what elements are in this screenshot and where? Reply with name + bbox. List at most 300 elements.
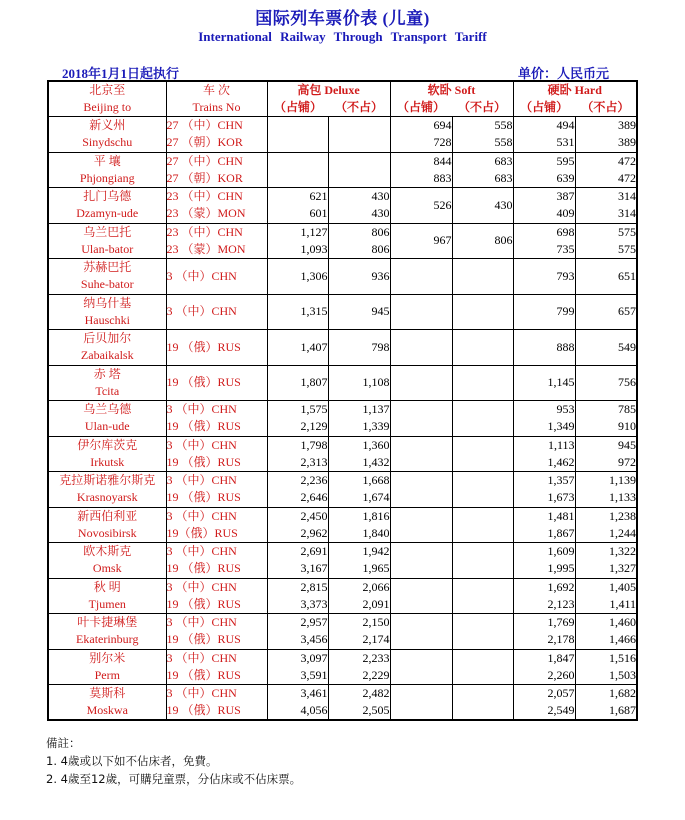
fare-cell-deluxe-n xyxy=(328,259,390,295)
station-cell xyxy=(48,117,166,153)
fare-value: 2,482 xyxy=(362,686,390,700)
station-name-cn: 伊尔库茨克 xyxy=(77,437,138,452)
station-name-cn: 后贝加尔 xyxy=(83,331,132,346)
train-cell xyxy=(166,436,267,472)
fare-cell-deluxe-b xyxy=(267,152,328,188)
fare-value: 1,798 xyxy=(300,437,328,452)
station-name-cn: 苏赫巴托 xyxy=(83,260,132,275)
train-number: 3 （中）CHN xyxy=(166,650,237,665)
station-name-en: Ulan-ude xyxy=(84,419,130,434)
fare-value: 694 xyxy=(433,118,452,133)
train-number: 3 （中）CHN xyxy=(166,544,237,559)
table-row xyxy=(48,365,637,401)
train-number: 19 （俄）RUS xyxy=(166,667,241,682)
fare-cell-soft-b xyxy=(390,507,452,543)
train-number: 3 （中）CHN xyxy=(166,508,237,523)
fare-value: 3,461 xyxy=(300,686,328,700)
fare-value: 1,575 xyxy=(300,402,328,417)
station-cell xyxy=(48,614,166,650)
station-name-cn: 纳乌什基 xyxy=(83,295,132,310)
fare-cell-soft-b xyxy=(390,223,452,259)
station-cell xyxy=(48,401,166,437)
deluxe-noberth-label: （不占） xyxy=(334,100,383,114)
train-cell xyxy=(166,152,267,188)
fare-cell-soft-b xyxy=(390,330,452,366)
fare-value: 2,123 xyxy=(547,596,575,611)
fare-value: 430 xyxy=(371,189,390,204)
fare-value: 494 xyxy=(556,118,575,133)
fare-cell-hard-b xyxy=(513,401,575,437)
fare-value: 793 xyxy=(556,268,575,283)
fare-cell-deluxe-b xyxy=(267,259,328,295)
fare-value: 558 xyxy=(494,135,513,150)
fare-cell-soft-b xyxy=(390,649,452,685)
station-name-cn: 欧木斯克 xyxy=(83,544,132,559)
fare-cell-hard-b xyxy=(513,365,575,401)
table-row xyxy=(48,330,637,366)
fare-value: 1,668 xyxy=(362,473,390,488)
fare-cell-deluxe-n xyxy=(328,401,390,437)
fare-cell-hard-b xyxy=(513,472,575,508)
fare-value: 1,137 xyxy=(362,402,390,417)
fare-cell-soft-n xyxy=(452,223,513,259)
fare-cell-deluxe-b xyxy=(267,294,328,330)
train-number: 23 （中）CHN xyxy=(166,189,243,204)
header-trains-cn: 车 次 xyxy=(202,83,230,97)
station-cell xyxy=(48,436,166,472)
fare-value: 3,373 xyxy=(300,596,328,611)
page-title: 国际列车票价表 (儿童) xyxy=(255,9,430,28)
fare-cell-deluxe-b xyxy=(267,330,328,366)
station-cell xyxy=(48,365,166,401)
train-number: 3 （中）CHN xyxy=(166,437,237,452)
station-cell xyxy=(48,507,166,543)
tariff-table xyxy=(47,80,638,721)
fare-cell-hard-n xyxy=(575,436,637,472)
fare-value: 2,229 xyxy=(362,667,390,682)
fare-cell-hard-b xyxy=(513,578,575,614)
fare-value: 558 xyxy=(494,118,513,133)
fare-cell-deluxe-b xyxy=(267,436,328,472)
fare-value: 2,066 xyxy=(362,579,390,594)
fare-value: 806 xyxy=(494,233,513,248)
station-name-en: Omsk xyxy=(92,561,122,576)
fare-value: 3,456 xyxy=(300,632,328,647)
fare-value: 651 xyxy=(618,268,636,283)
train-cell xyxy=(166,649,267,685)
fare-cell-deluxe-b xyxy=(267,649,328,685)
fare-value: 1,942 xyxy=(362,544,390,559)
station-name-cn: 叶卡捷琳堡 xyxy=(77,615,138,630)
fare-cell-deluxe-n xyxy=(328,117,390,153)
fare-value: 953 xyxy=(556,402,575,417)
fare-value: 1,516 xyxy=(609,650,636,665)
train-cell xyxy=(166,472,267,508)
fare-value: 549 xyxy=(618,339,636,354)
fare-cell-soft-b xyxy=(390,614,452,650)
fare-value: 2,815 xyxy=(300,579,328,594)
fare-value: 1,339 xyxy=(362,419,390,434)
fare-value: 844 xyxy=(433,153,452,168)
fare-value: 683 xyxy=(494,170,513,185)
table-row xyxy=(48,223,637,259)
fare-value: 2,129 xyxy=(300,419,328,434)
fare-cell-soft-b xyxy=(390,117,452,153)
station-cell xyxy=(48,330,166,366)
fare-value: 945 xyxy=(371,304,390,319)
fare-value: 2,150 xyxy=(362,615,390,630)
fare-cell-soft-n xyxy=(452,472,513,508)
header-hard-sub xyxy=(514,99,637,116)
fare-value: 798 xyxy=(371,339,390,354)
fare-value: 526 xyxy=(433,197,452,212)
note-line: 1. 4歲或以下如不佔床者，免費。 xyxy=(46,754,218,768)
fare-cell-soft-n xyxy=(452,365,513,401)
tariff-body xyxy=(48,117,637,721)
fare-value: 785 xyxy=(618,402,636,417)
fare-cell-soft-n xyxy=(452,614,513,650)
fare-value: 575 xyxy=(618,241,636,256)
train-cell xyxy=(166,188,267,224)
fare-value: 409 xyxy=(556,206,575,221)
fare-value: 430 xyxy=(371,206,390,221)
fare-value: 735 xyxy=(556,241,575,256)
table-row xyxy=(48,401,637,437)
fare-value: 728 xyxy=(433,135,452,150)
fare-value: 1,432 xyxy=(362,454,390,469)
fare-cell-hard-n xyxy=(575,614,637,650)
station-name-cn: 别尔米 xyxy=(89,650,126,665)
fare-value: 2,236 xyxy=(300,473,328,488)
fare-cell-deluxe-n xyxy=(328,685,390,721)
table-header-row xyxy=(48,81,637,117)
fare-cell-deluxe-b xyxy=(267,401,328,437)
header-hard-label: 硬卧 Hard xyxy=(547,83,602,97)
fare-value: 1,360 xyxy=(362,437,390,452)
fare-cell-soft-b xyxy=(390,685,452,721)
fare-value: 1,867 xyxy=(547,525,575,540)
fare-value: 1,462 xyxy=(547,454,575,469)
fare-cell-hard-b xyxy=(513,507,575,543)
note-line: 2. 4歲至12歲，可購兒童票，分佔床或不佔床票。 xyxy=(46,772,302,786)
fare-value: 595 xyxy=(556,153,575,168)
fare-cell-deluxe-n xyxy=(328,152,390,188)
fare-cell-hard-b xyxy=(513,152,575,188)
station-name-cn: 乌兰乌德 xyxy=(83,402,132,417)
fare-value: 2,260 xyxy=(547,667,575,682)
fare-cell-soft-n xyxy=(452,259,513,295)
fare-value: 1,133 xyxy=(609,490,636,505)
train-number: 3 （中）CHN xyxy=(166,686,237,700)
train-cell xyxy=(166,543,267,579)
train-number: 3 （中）CHN xyxy=(166,579,237,594)
station-cell xyxy=(48,152,166,188)
train-number: 19 （俄）RUS xyxy=(166,339,241,354)
fare-cell-soft-n xyxy=(452,507,513,543)
station-name-cn: 秋 明 xyxy=(93,579,121,594)
station-name-en: Irkutsk xyxy=(90,454,125,469)
fare-value: 1,687 xyxy=(609,703,636,717)
station-name-en: Tcita xyxy=(95,383,120,398)
fare-cell-hard-n xyxy=(575,294,637,330)
hard-berth-label: （占铺） xyxy=(520,100,569,114)
train-cell xyxy=(166,685,267,721)
station-name-cn: 新西伯利亚 xyxy=(77,508,138,523)
fare-value: 389 xyxy=(618,135,636,150)
train-cell xyxy=(166,294,267,330)
deluxe-berth-label: （占铺） xyxy=(273,100,322,114)
fare-value: 1,405 xyxy=(609,579,636,594)
station-name-en: Ekaterinburg xyxy=(76,632,139,647)
station-name-en: Suhe-bator xyxy=(80,277,134,292)
header-destination xyxy=(48,81,166,117)
fare-cell-hard-b xyxy=(513,436,575,472)
train-number: 19 （俄）RUS xyxy=(166,490,241,505)
table-row xyxy=(48,507,637,543)
fare-cell-deluxe-b xyxy=(267,507,328,543)
page-subtitle: International Railway Through Transport Tariff xyxy=(198,29,487,44)
fare-value: 1,145 xyxy=(547,375,575,390)
fare-cell-soft-b xyxy=(390,472,452,508)
fare-value: 2,450 xyxy=(300,508,328,523)
fare-cell-deluxe-b xyxy=(267,117,328,153)
station-name-en: Krasnoyarsk xyxy=(76,490,138,505)
fare-cell-deluxe-b xyxy=(267,543,328,579)
header-trains xyxy=(166,81,267,117)
fare-value: 314 xyxy=(618,206,636,221)
fare-cell-deluxe-b xyxy=(267,614,328,650)
fare-cell-soft-b xyxy=(390,259,452,295)
train-cell xyxy=(166,330,267,366)
table-row xyxy=(48,543,637,579)
station-name-en: Dzamyn-ude xyxy=(76,206,139,221)
fare-value: 472 xyxy=(618,170,636,185)
fare-value: 3,591 xyxy=(300,667,328,682)
station-name-en: Perm xyxy=(94,667,120,682)
fare-cell-deluxe-n xyxy=(328,330,390,366)
table-row xyxy=(48,188,637,224)
fare-cell-soft-b xyxy=(390,152,452,188)
notes-heading: 備註： xyxy=(46,736,81,750)
train-number: 19 （俄）RUS xyxy=(166,703,241,717)
fare-cell-soft-b xyxy=(390,543,452,579)
fare-cell-hard-b xyxy=(513,259,575,295)
fare-value: 1,315 xyxy=(300,304,328,319)
header-from-en: Beijing to xyxy=(83,100,132,114)
station-name-en: Tjumen xyxy=(88,596,126,611)
train-cell xyxy=(166,507,267,543)
station-cell xyxy=(48,259,166,295)
fare-value: 621 xyxy=(309,189,328,204)
fare-cell-soft-b xyxy=(390,436,452,472)
train-cell xyxy=(166,117,267,153)
station-name-cn: 莫斯科 xyxy=(89,686,126,700)
header-deluxe-sub xyxy=(268,99,390,116)
fare-cell-soft-b xyxy=(390,401,452,437)
train-number: 19 （俄）RUS xyxy=(166,632,241,647)
train-number: 3 （中）CHN xyxy=(166,304,237,319)
station-name-en: Moskwa xyxy=(86,703,128,717)
soft-berth-label: （占铺） xyxy=(396,100,445,114)
table-row xyxy=(48,152,637,188)
fare-value: 1,816 xyxy=(362,508,390,523)
train-number: 27 （朝）KOR xyxy=(166,135,243,150)
fare-cell-soft-n xyxy=(452,152,513,188)
train-number: 3 （中）CHN xyxy=(166,615,237,630)
station-cell xyxy=(48,472,166,508)
fare-cell-hard-n xyxy=(575,507,637,543)
train-number: 3 （中）CHN xyxy=(166,402,237,417)
train-number: 19（俄）RUS xyxy=(166,525,238,540)
fare-value: 972 xyxy=(618,454,636,469)
table-row xyxy=(48,685,637,721)
fare-value: 1,460 xyxy=(609,615,636,630)
soft-noberth-label: （不占） xyxy=(457,100,506,114)
train-number: 19 （俄）RUS xyxy=(166,454,241,469)
fare-value: 1,609 xyxy=(547,544,575,559)
train-number: 19 （俄）RUS xyxy=(166,596,241,611)
fare-cell-hard-b xyxy=(513,543,575,579)
fare-value: 575 xyxy=(618,224,636,239)
fare-value: 1,349 xyxy=(547,419,575,434)
train-number: 19 （俄）RUS xyxy=(166,419,241,434)
fare-value: 2,057 xyxy=(547,686,575,700)
train-number: 3 （中）CHN xyxy=(166,473,237,488)
fare-value: 389 xyxy=(618,118,636,133)
station-name-en: Sinydschu xyxy=(82,135,133,150)
fare-cell-hard-n xyxy=(575,117,637,153)
fare-value: 2,957 xyxy=(300,615,328,630)
fare-value: 2,646 xyxy=(300,490,328,505)
fare-value: 1,995 xyxy=(547,561,575,576)
fare-value: 883 xyxy=(433,170,452,185)
fare-value: 1,108 xyxy=(362,375,390,390)
fare-value: 1,807 xyxy=(300,375,328,390)
fare-cell-deluxe-n xyxy=(328,578,390,614)
train-cell xyxy=(166,614,267,650)
fare-cell-soft-b xyxy=(390,294,452,330)
fare-cell-hard-n xyxy=(575,685,637,721)
header-deluxe xyxy=(267,81,390,117)
fare-cell-deluxe-n xyxy=(328,472,390,508)
train-number: 3 （中）CHN xyxy=(166,268,237,283)
fare-value: 683 xyxy=(494,153,513,168)
station-cell xyxy=(48,543,166,579)
fare-value: 1,840 xyxy=(362,525,390,540)
hard-noberth-label: （不占） xyxy=(581,100,630,114)
fare-cell-soft-n xyxy=(452,685,513,721)
fare-cell-soft-n xyxy=(452,117,513,153)
fare-cell-hard-n xyxy=(575,188,637,224)
header-soft-sub xyxy=(391,99,513,116)
fare-cell-deluxe-n xyxy=(328,436,390,472)
fare-value: 1,769 xyxy=(547,615,575,630)
fare-cell-soft-n xyxy=(452,294,513,330)
table-row xyxy=(48,294,637,330)
header-hard xyxy=(513,81,637,117)
fare-value: 639 xyxy=(556,170,575,185)
fare-cell-soft-n xyxy=(452,436,513,472)
fare-cell-deluxe-n xyxy=(328,543,390,579)
fare-cell-deluxe-n xyxy=(328,294,390,330)
table-row xyxy=(48,578,637,614)
train-number: 23 （蒙）MON xyxy=(166,206,246,221)
train-cell xyxy=(166,259,267,295)
fare-value: 1,327 xyxy=(609,561,636,576)
fare-value: 1,965 xyxy=(362,561,390,576)
fare-value: 1,322 xyxy=(609,544,636,559)
fare-cell-deluxe-n xyxy=(328,223,390,259)
fare-value: 1,682 xyxy=(609,686,636,700)
fare-cell-deluxe-n xyxy=(328,365,390,401)
table-row xyxy=(48,649,637,685)
fare-cell-hard-n xyxy=(575,649,637,685)
station-name-cn: 赤 塔 xyxy=(93,366,121,381)
fare-value: 1,692 xyxy=(547,579,575,594)
table-row xyxy=(48,436,637,472)
fare-value: 967 xyxy=(433,233,452,248)
station-name-en: Zabaikalsk xyxy=(80,348,134,363)
fare-value: 2,691 xyxy=(300,544,328,559)
fare-cell-hard-n xyxy=(575,365,637,401)
fare-value: 1,503 xyxy=(609,667,636,682)
fare-value: 472 xyxy=(618,153,636,168)
train-number: 19 （俄）RUS xyxy=(166,375,241,390)
station-name-cn: 平 壤 xyxy=(93,153,121,168)
fare-value: 910 xyxy=(618,419,636,434)
fare-value: 1,306 xyxy=(300,268,328,283)
effective-date: 2018年1月1日起执行 xyxy=(62,66,180,81)
header-soft xyxy=(390,81,513,117)
header-trains-en: Trains No xyxy=(192,100,241,114)
fare-cell-hard-b xyxy=(513,294,575,330)
fare-cell-hard-n xyxy=(575,543,637,579)
station-name-cn: 新义州 xyxy=(89,118,126,133)
station-cell xyxy=(48,649,166,685)
fare-value: 2,313 xyxy=(300,454,328,469)
fare-value: 657 xyxy=(618,304,636,319)
fare-cell-deluxe-b xyxy=(267,685,328,721)
fare-cell-deluxe-b xyxy=(267,188,328,224)
fare-cell-soft-n xyxy=(452,543,513,579)
train-number: 27 （朝）KOR xyxy=(166,170,243,185)
fare-value: 2,174 xyxy=(362,632,390,647)
train-number: 23 （蒙）MON xyxy=(166,241,246,256)
table-row xyxy=(48,614,637,650)
fare-cell-soft-b xyxy=(390,365,452,401)
fare-cell-soft-n xyxy=(452,330,513,366)
station-name-cn: 乌兰巴托 xyxy=(83,224,132,239)
fare-cell-hard-b xyxy=(513,330,575,366)
fare-cell-deluxe-n xyxy=(328,614,390,650)
train-cell xyxy=(166,365,267,401)
fare-value: 806 xyxy=(371,224,390,239)
fare-cell-deluxe-b xyxy=(267,472,328,508)
station-cell xyxy=(48,223,166,259)
train-cell xyxy=(166,401,267,437)
header-from-cn: 北京至 xyxy=(89,83,126,97)
station-cell xyxy=(48,188,166,224)
notes xyxy=(46,734,301,788)
train-number: 19 （俄）RUS xyxy=(166,561,241,576)
fare-cell-hard-n xyxy=(575,223,637,259)
fare-value: 1,113 xyxy=(547,437,575,452)
fare-value: 2,549 xyxy=(547,703,575,717)
train-cell xyxy=(166,223,267,259)
fare-cell-hard-n xyxy=(575,472,637,508)
fare-value: 4,056 xyxy=(300,703,328,717)
fare-cell-deluxe-n xyxy=(328,649,390,685)
